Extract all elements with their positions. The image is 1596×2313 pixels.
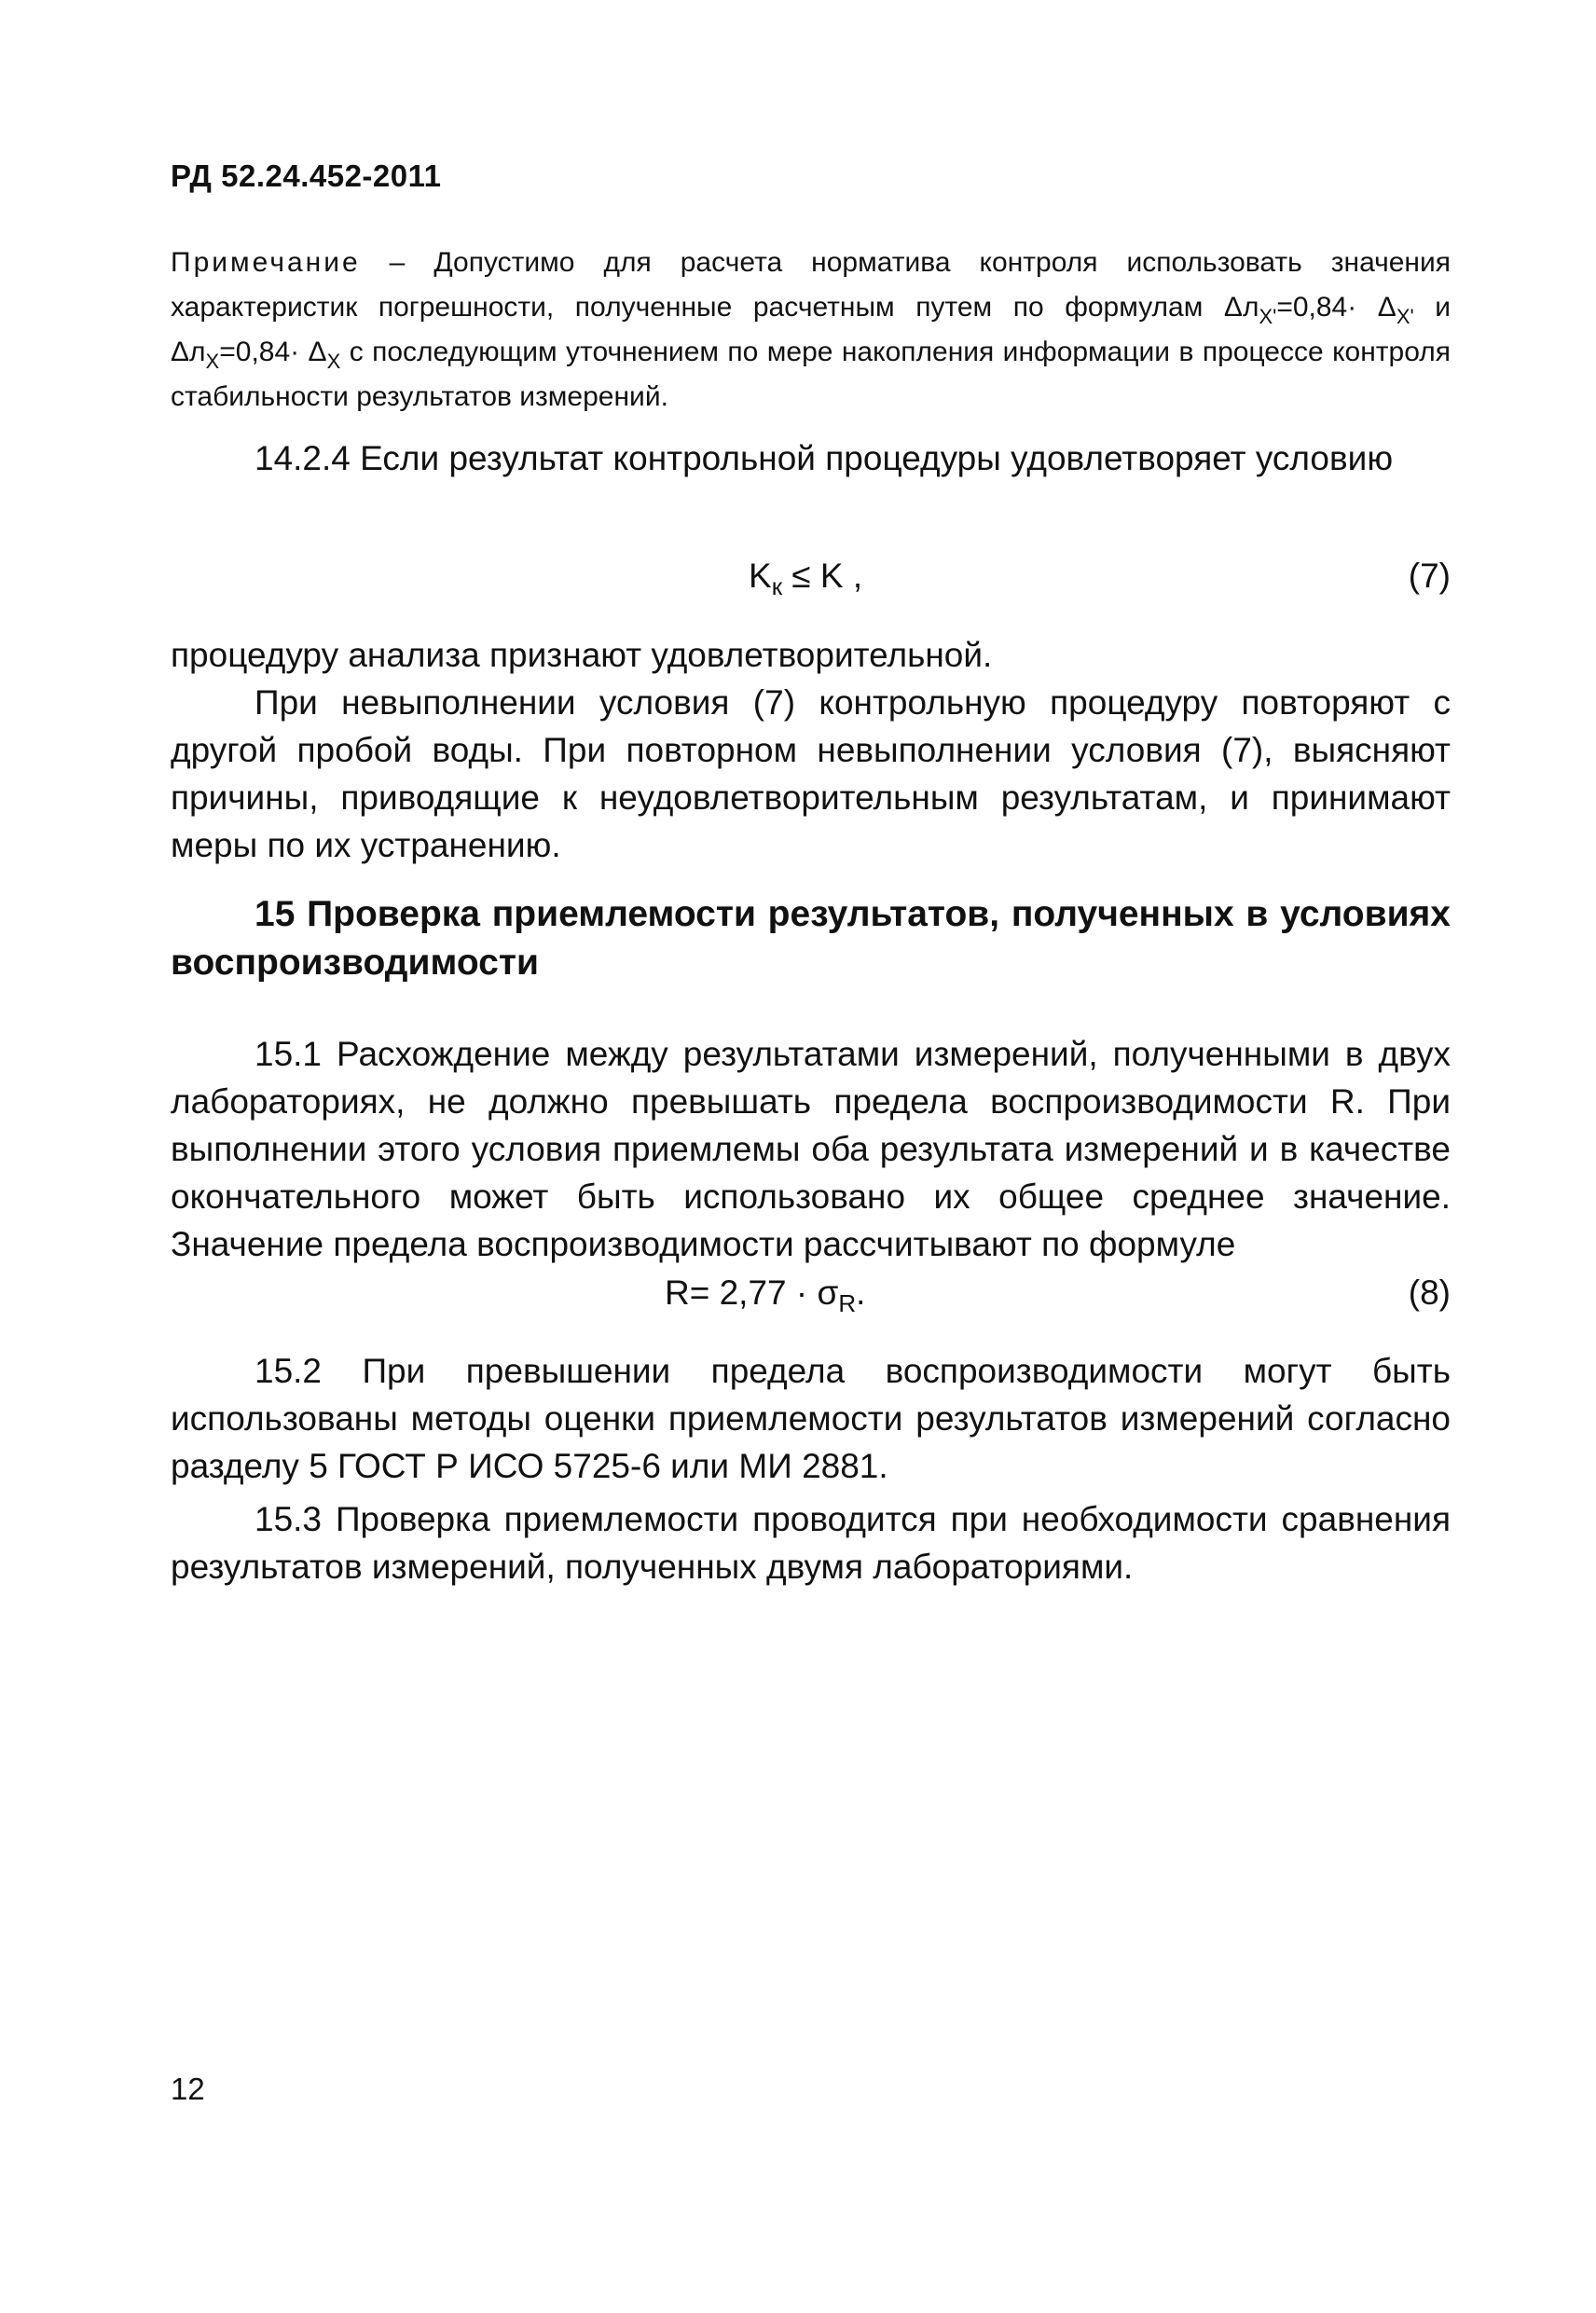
note-text-2: с последующим уточнением по мере накопления информации в процессе контроля стабильности результатов измерений. (171, 337, 1451, 412)
paragraph-14-2-4: 14.2.4 Если результат контрольной процедуры удовлетворяет условию (255, 439, 1394, 477)
note-paragraph (171, 241, 1451, 420)
paragraph-satisfactory: процедуру анализа признают удовлетворительной. (171, 636, 993, 674)
equation-7 (171, 557, 1451, 613)
note-formula-1: $\Delta л_{X'}=0,84\cdot \Delta_{X'}$ (1223, 292, 1414, 328)
document-code: РД 52.24.452-2011 (171, 158, 442, 193)
note-label: Примечание (171, 247, 361, 278)
equation-8 (171, 1274, 1451, 1329)
equation-7-number: (7) (1408, 557, 1451, 595)
equation-8-body: $R= 2,77 \cdot \sigma_R$. (665, 1274, 866, 1317)
equation-8-number: (8) (1408, 1274, 1451, 1312)
paragraph-15-2: 15.2 При превышении предела воспроизводимости могут быть использованы методы оценки приемлемости результатов измерений согласно разделу 5 ГОСТ Р ИСО 5725-6 или МИ 2881. (171, 1352, 1451, 1485)
note-formula-2: $\Delta л_X=0,84\cdot \Delta_X$ (171, 337, 341, 373)
note-conjunction: и (1413, 292, 1451, 323)
section-15-heading: 15 Проверка приемлемости результатов, полученных в условиях воспроизводимости (171, 894, 1451, 983)
note-text-1: – Допустимо для расчета норматива контроля использовать значения характеристик погрешности, полученные расчетным путем по формулам (171, 247, 1451, 323)
paragraph-failure: При невыполнении условия (7) контрольную процедуру повторяют с другой пробой воды. При повторном невыполнении условия (7), выясняют причины, приводящие к неудовлетворительным результатам, и принимают меры по их устранению. (171, 683, 1451, 864)
equation-7-body: $K_к \le K$ , (749, 557, 863, 600)
paragraph-15-3: 15.3 Проверка приемлемости проводится при необходимости сравнения результатов измерений, полученных двумя лабораториями. (171, 1500, 1451, 1586)
paragraph-15-1: 15.1 Расхождение между результатами измерений, полученными в двух лабораториях, не должно превышать предела воспроизводимости R. При выполнении этого условия приемлемы оба результата измерений и в качестве окончательного может быть использовано их общее среднее значение. Значение предела воспроизводимости рассчитывают по формуле (171, 1035, 1451, 1263)
page-number: 12 (171, 2072, 205, 2106)
